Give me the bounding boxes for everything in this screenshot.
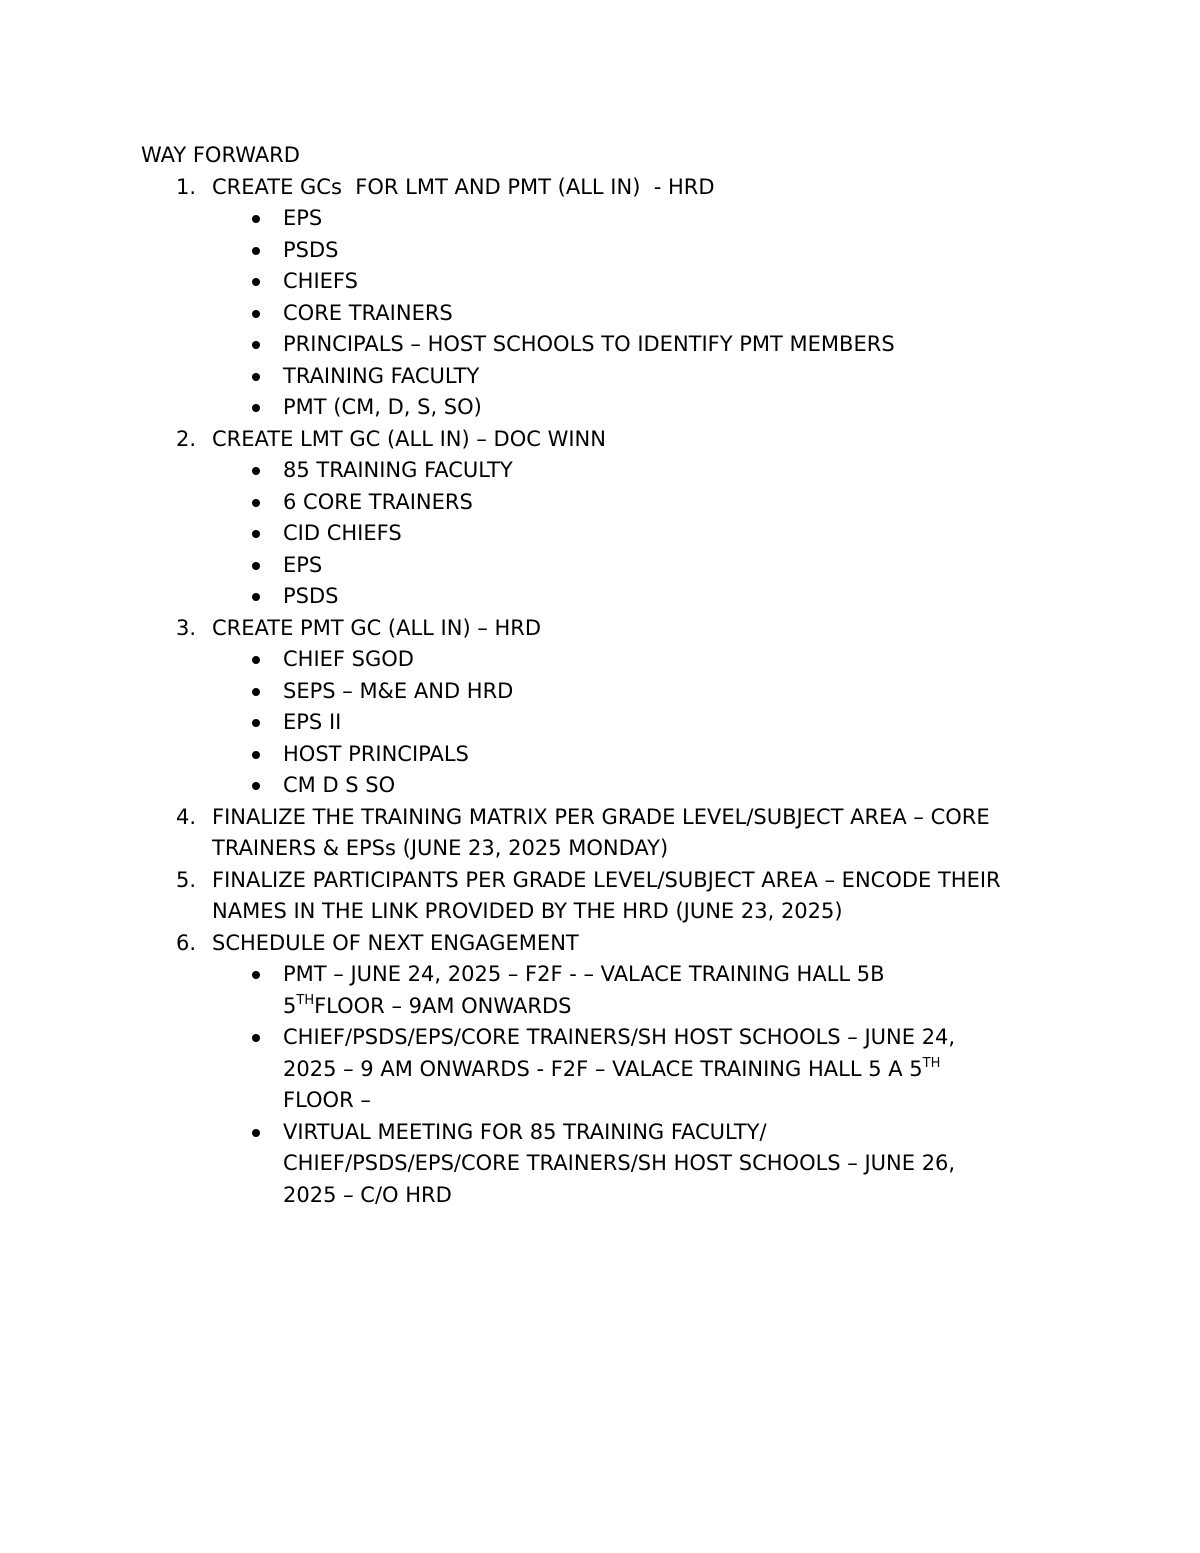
bullet-dot-icon xyxy=(252,688,260,696)
bullet-text-part: CHIEF/PSDS/EPS/CORE TRAINERS/SH HOST SCHOOLS – JUNE 24, xyxy=(283,1025,956,1049)
bullet-text: CORE TRAINERS xyxy=(283,300,453,325)
action-item-list xyxy=(141,172,1071,1212)
bullet-dot-icon xyxy=(252,215,260,223)
bullet-text xyxy=(283,1025,955,1112)
bullet-list xyxy=(212,203,1071,424)
bullet-item xyxy=(212,518,1071,550)
bullet-text xyxy=(283,1120,955,1207)
bullet-text: PRINCIPALS – HOST SCHOOLS TO IDENTIFY PMT MEMBERS xyxy=(283,332,895,356)
item-number: 6. xyxy=(176,930,197,955)
bullet-list xyxy=(212,644,1071,802)
bullet-dot-icon xyxy=(252,593,260,601)
numbered-item xyxy=(141,865,1071,928)
bullet-item xyxy=(212,1022,1071,1117)
bullet-text-part: 5 xyxy=(283,993,297,1018)
bullet-item xyxy=(212,644,1071,676)
bullet-dot-icon xyxy=(252,751,260,759)
bullet-item xyxy=(212,487,1071,519)
bullet-item xyxy=(212,550,1071,582)
bullet-text-part: 2025 – C/O HRD xyxy=(283,1182,452,1207)
bullet-item xyxy=(212,392,1071,424)
bullet-dot-icon xyxy=(252,373,260,381)
bullet-dot-icon xyxy=(252,1034,260,1042)
numbered-item xyxy=(141,613,1071,802)
bullet-dot-icon xyxy=(252,971,260,979)
item-text: CREATE LMT GC (ALL IN) – DOC WINN xyxy=(212,426,606,451)
bullet-text: SEPS – M&E AND HRD xyxy=(283,678,514,703)
item-text: CREATE PMT GC (ALL IN) – HRD xyxy=(212,615,542,640)
bullet-text: 6 CORE TRAINERS xyxy=(283,489,473,514)
bullet-dot-icon xyxy=(252,310,260,318)
bullet-list xyxy=(212,959,1071,1211)
bullet-text: EPS II xyxy=(283,710,342,734)
bullet-item xyxy=(212,770,1071,802)
bullet-item xyxy=(212,203,1071,235)
bullet-text-part: FLOOR – xyxy=(283,1088,371,1112)
bullet-text: HOST PRINCIPALS xyxy=(283,741,469,766)
item-number: 4. xyxy=(176,804,197,829)
bullet-item xyxy=(212,455,1071,487)
bullet-item xyxy=(212,329,1071,361)
item-text: FINALIZE PARTICIPANTS PER GRADE LEVEL/SUBJECT AREA – ENCODE THEIR NAMES IN THE LINK PROVIDED BY THE HRD (JUNE 23, 2025) xyxy=(212,867,1001,923)
bullet-dot-icon xyxy=(252,562,260,570)
item-text: CREATE GCs FOR LMT AND PMT (ALL IN) - HRD xyxy=(212,174,715,199)
bullet-text: CM D S SO xyxy=(283,773,396,797)
bullet-dot-icon xyxy=(252,782,260,790)
numbered-item xyxy=(141,928,1071,1212)
item-text: SCHEDULE OF NEXT ENGAGEMENT xyxy=(212,930,579,955)
item-number: 3. xyxy=(176,615,197,640)
superscript: TH xyxy=(296,992,315,1008)
bullet-text: CHIEF SGOD xyxy=(283,647,414,671)
bullet-item xyxy=(212,707,1071,739)
bullet-dot-icon xyxy=(252,499,260,507)
bullet-item xyxy=(212,298,1071,330)
bullet-item xyxy=(212,739,1071,771)
bullet-text-part: CHIEF/PSDS/EPS/CORE TRAINERS/SH HOST SCHOOLS – JUNE 26, xyxy=(283,1151,956,1175)
item-number: 1. xyxy=(176,174,197,199)
bullet-dot-icon xyxy=(252,467,260,475)
bullet-item xyxy=(212,676,1071,708)
bullet-text: PMT (CM, D, S, SO) xyxy=(283,395,482,419)
bullet-text-part: FLOOR – 9AM ONWARDS xyxy=(314,993,572,1018)
numbered-item xyxy=(141,424,1071,613)
bullet-text: TRAINING FACULTY xyxy=(283,363,480,388)
bullet-text-part: VIRTUAL MEETING FOR 85 TRAINING FACULTY/ xyxy=(283,1119,767,1144)
superscript: TH xyxy=(922,1055,941,1071)
bullet-dot-icon xyxy=(252,719,260,727)
bullet-item xyxy=(212,959,1071,1022)
bullet-dot-icon xyxy=(252,530,260,538)
bullet-item xyxy=(212,1117,1071,1212)
bullet-text: EPS xyxy=(283,552,323,577)
bullet-text: CHIEFS xyxy=(283,269,358,293)
bullet-text-part: 2025 – 9 AM ONWARDS - F2F – VALACE TRAINING HALL 5 A 5 xyxy=(283,1056,923,1081)
bullet-text xyxy=(283,962,885,1018)
bullet-text-part: PMT – JUNE 24, 2025 – F2F - – VALACE TRAINING HALL 5B xyxy=(283,962,885,986)
item-text: FINALIZE THE TRAINING MATRIX PER GRADE LEVEL/SUBJECT AREA – CORE TRAINERS & EPSs (JUNE 23, 2025 MONDAY) xyxy=(212,804,990,860)
bullet-dot-icon xyxy=(252,656,260,664)
bullet-dot-icon xyxy=(252,278,260,286)
numbered-item xyxy=(141,802,1071,865)
bullet-item xyxy=(212,361,1071,393)
bullet-item xyxy=(212,581,1071,613)
bullet-text: EPS xyxy=(283,206,323,230)
document-body xyxy=(141,140,1071,1211)
numbered-item xyxy=(141,172,1071,424)
bullet-text: PSDS xyxy=(283,237,339,262)
item-number: 2. xyxy=(176,426,197,451)
document-heading: WAY FORWARD xyxy=(141,143,300,167)
bullet-text: CID CHIEFS xyxy=(283,521,402,545)
bullet-dot-icon xyxy=(252,1129,260,1137)
bullet-dot-icon xyxy=(252,247,260,255)
item-number: 5. xyxy=(176,867,197,892)
bullet-item xyxy=(212,266,1071,298)
bullet-list xyxy=(212,455,1071,613)
bullet-dot-icon xyxy=(252,341,260,349)
bullet-item xyxy=(212,235,1071,267)
bullet-dot-icon xyxy=(252,404,260,412)
bullet-text: PSDS xyxy=(283,584,339,608)
bullet-text: 85 TRAINING FACULTY xyxy=(283,458,513,482)
